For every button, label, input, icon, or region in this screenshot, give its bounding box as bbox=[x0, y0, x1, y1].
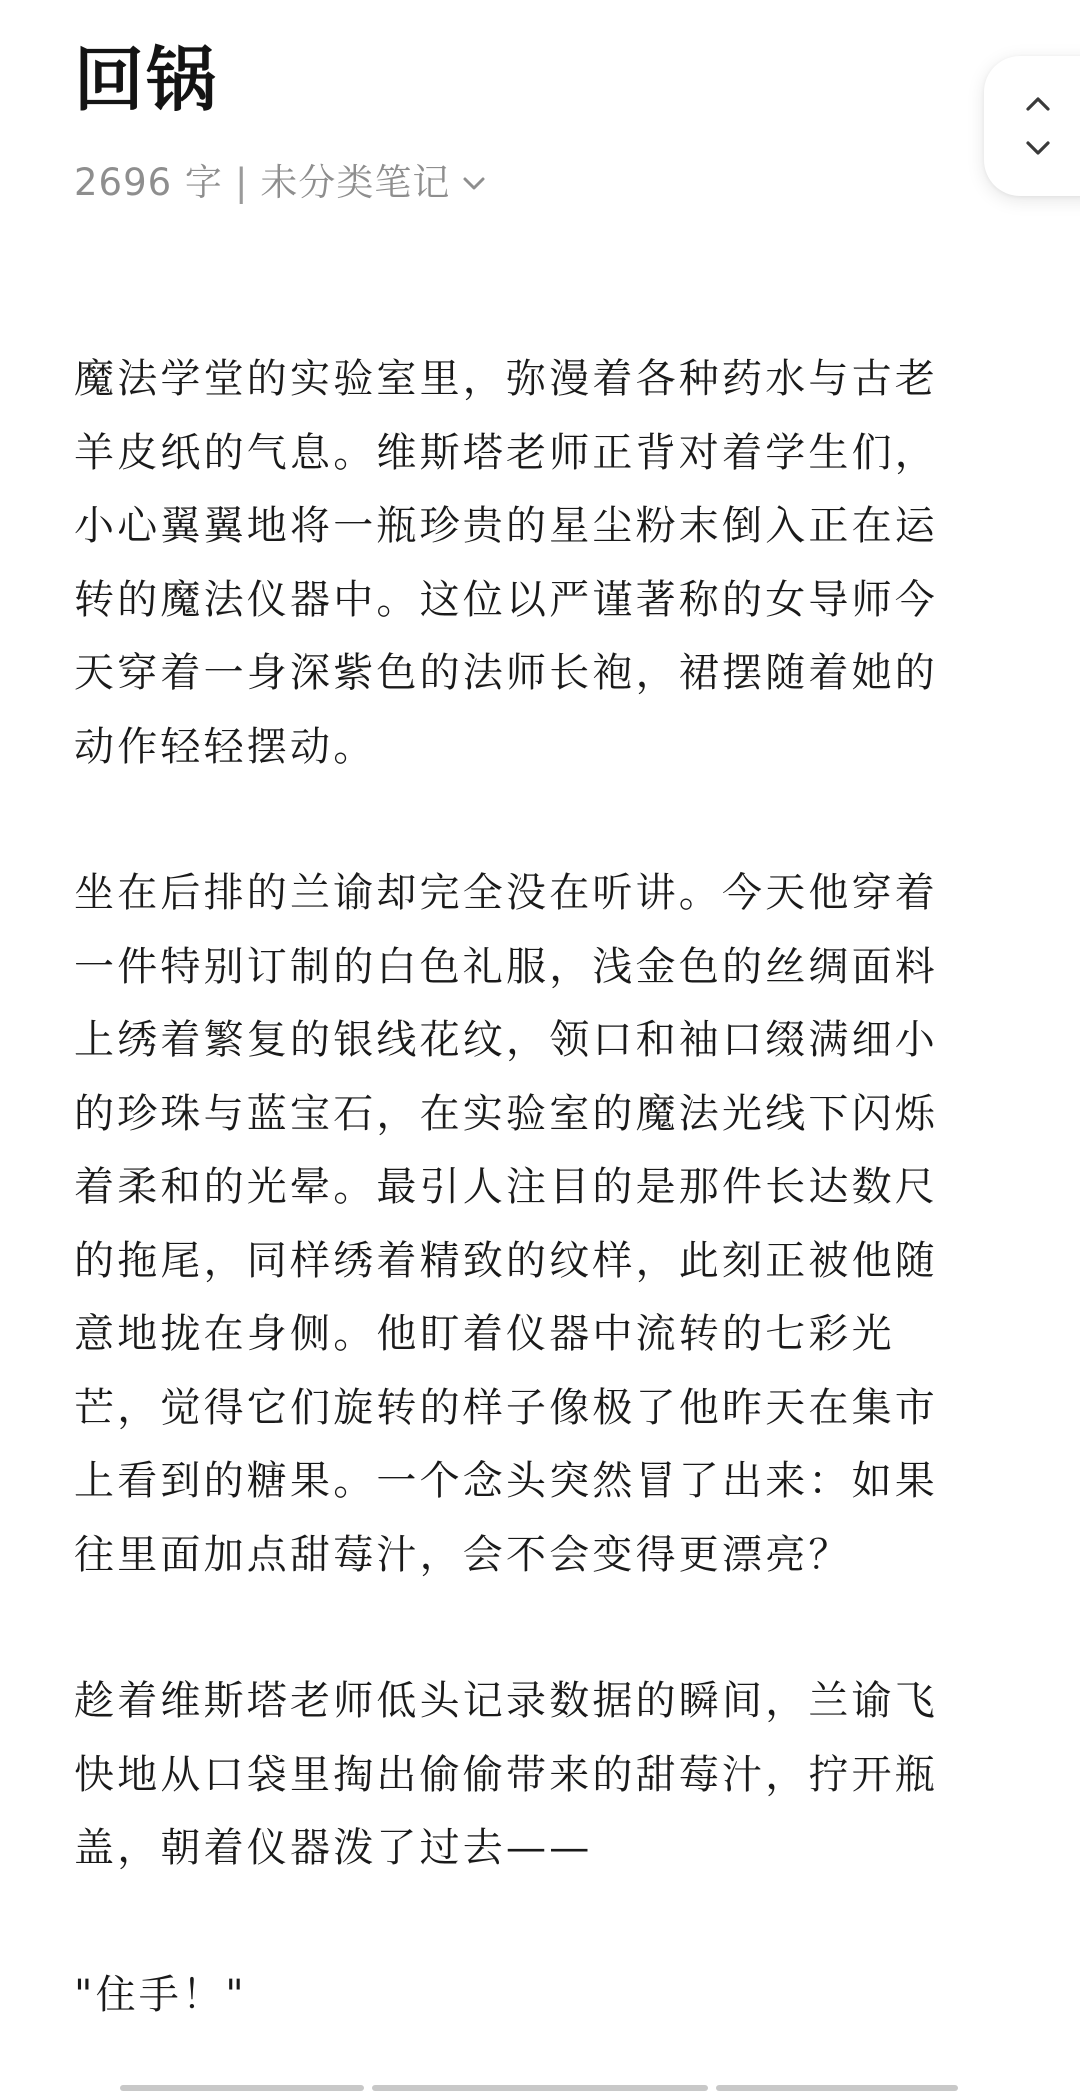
meta-separator: | bbox=[234, 161, 249, 204]
category-selector[interactable] bbox=[260, 155, 488, 211]
note-meta bbox=[74, 155, 488, 211]
note-title: 回锅 bbox=[74, 39, 218, 121]
chevron-up-icon[interactable] bbox=[1020, 86, 1056, 122]
category-label: 未分类笔记 bbox=[260, 161, 451, 204]
paragraph: 趁着维斯塔老师低头记录数据的瞬间，兰谕飞快地从口袋里掏出偷偷带来的甜莓汁，拧开瓶盖，朝着仪器泼了过去—— bbox=[74, 1678, 938, 1871]
paragraph: 坐在后排的兰谕却完全没在听讲。今天他穿着一件特别订制的白色礼服，浅金色的丝绸面料上绣着繁复的银线花纹，领口和袖口缀满细小的珍珠与蓝宝石，在实验室的魔法光线下闪烁着柔和的光晕。最引人注目的是那件长达数尺的拖尾，同样绣着精致的纹样，此刻正被他随意地拢在身侧。他盯着仪器中流转的七彩光芒，觉得它们旋转的样子像极了他昨天在集市上看到的糖果。一个念头突然冒了出来：如果往里面加点甜莓汁，会不会变得更漂亮？ bbox=[74, 870, 938, 1578]
paragraph-nav bbox=[984, 56, 1080, 196]
word-count: 2696 字 bbox=[74, 161, 223, 204]
note-body[interactable] bbox=[74, 343, 974, 2097]
paragraph: "住手！" bbox=[74, 1971, 247, 2018]
scroll-indicator-middle bbox=[372, 2085, 708, 2091]
scroll-indicator-left bbox=[120, 2085, 364, 2091]
paragraph: 魔法学堂的实验室里，弥漫着各种药水与古老羊皮纸的气息。维斯塔老师正背对着学生们，小心翼翼地将一瓶珍贵的星尘粉末倒入正在运转的魔法仪器中。这位以严谨著称的女导师今天穿着一身深紫色的法师长袍，裙摆随着她的动作轻轻摆动。 bbox=[74, 356, 938, 770]
chevron-down-icon bbox=[460, 169, 488, 197]
scroll-indicator-right bbox=[716, 2085, 958, 2091]
chevron-down-icon[interactable] bbox=[1020, 130, 1056, 166]
